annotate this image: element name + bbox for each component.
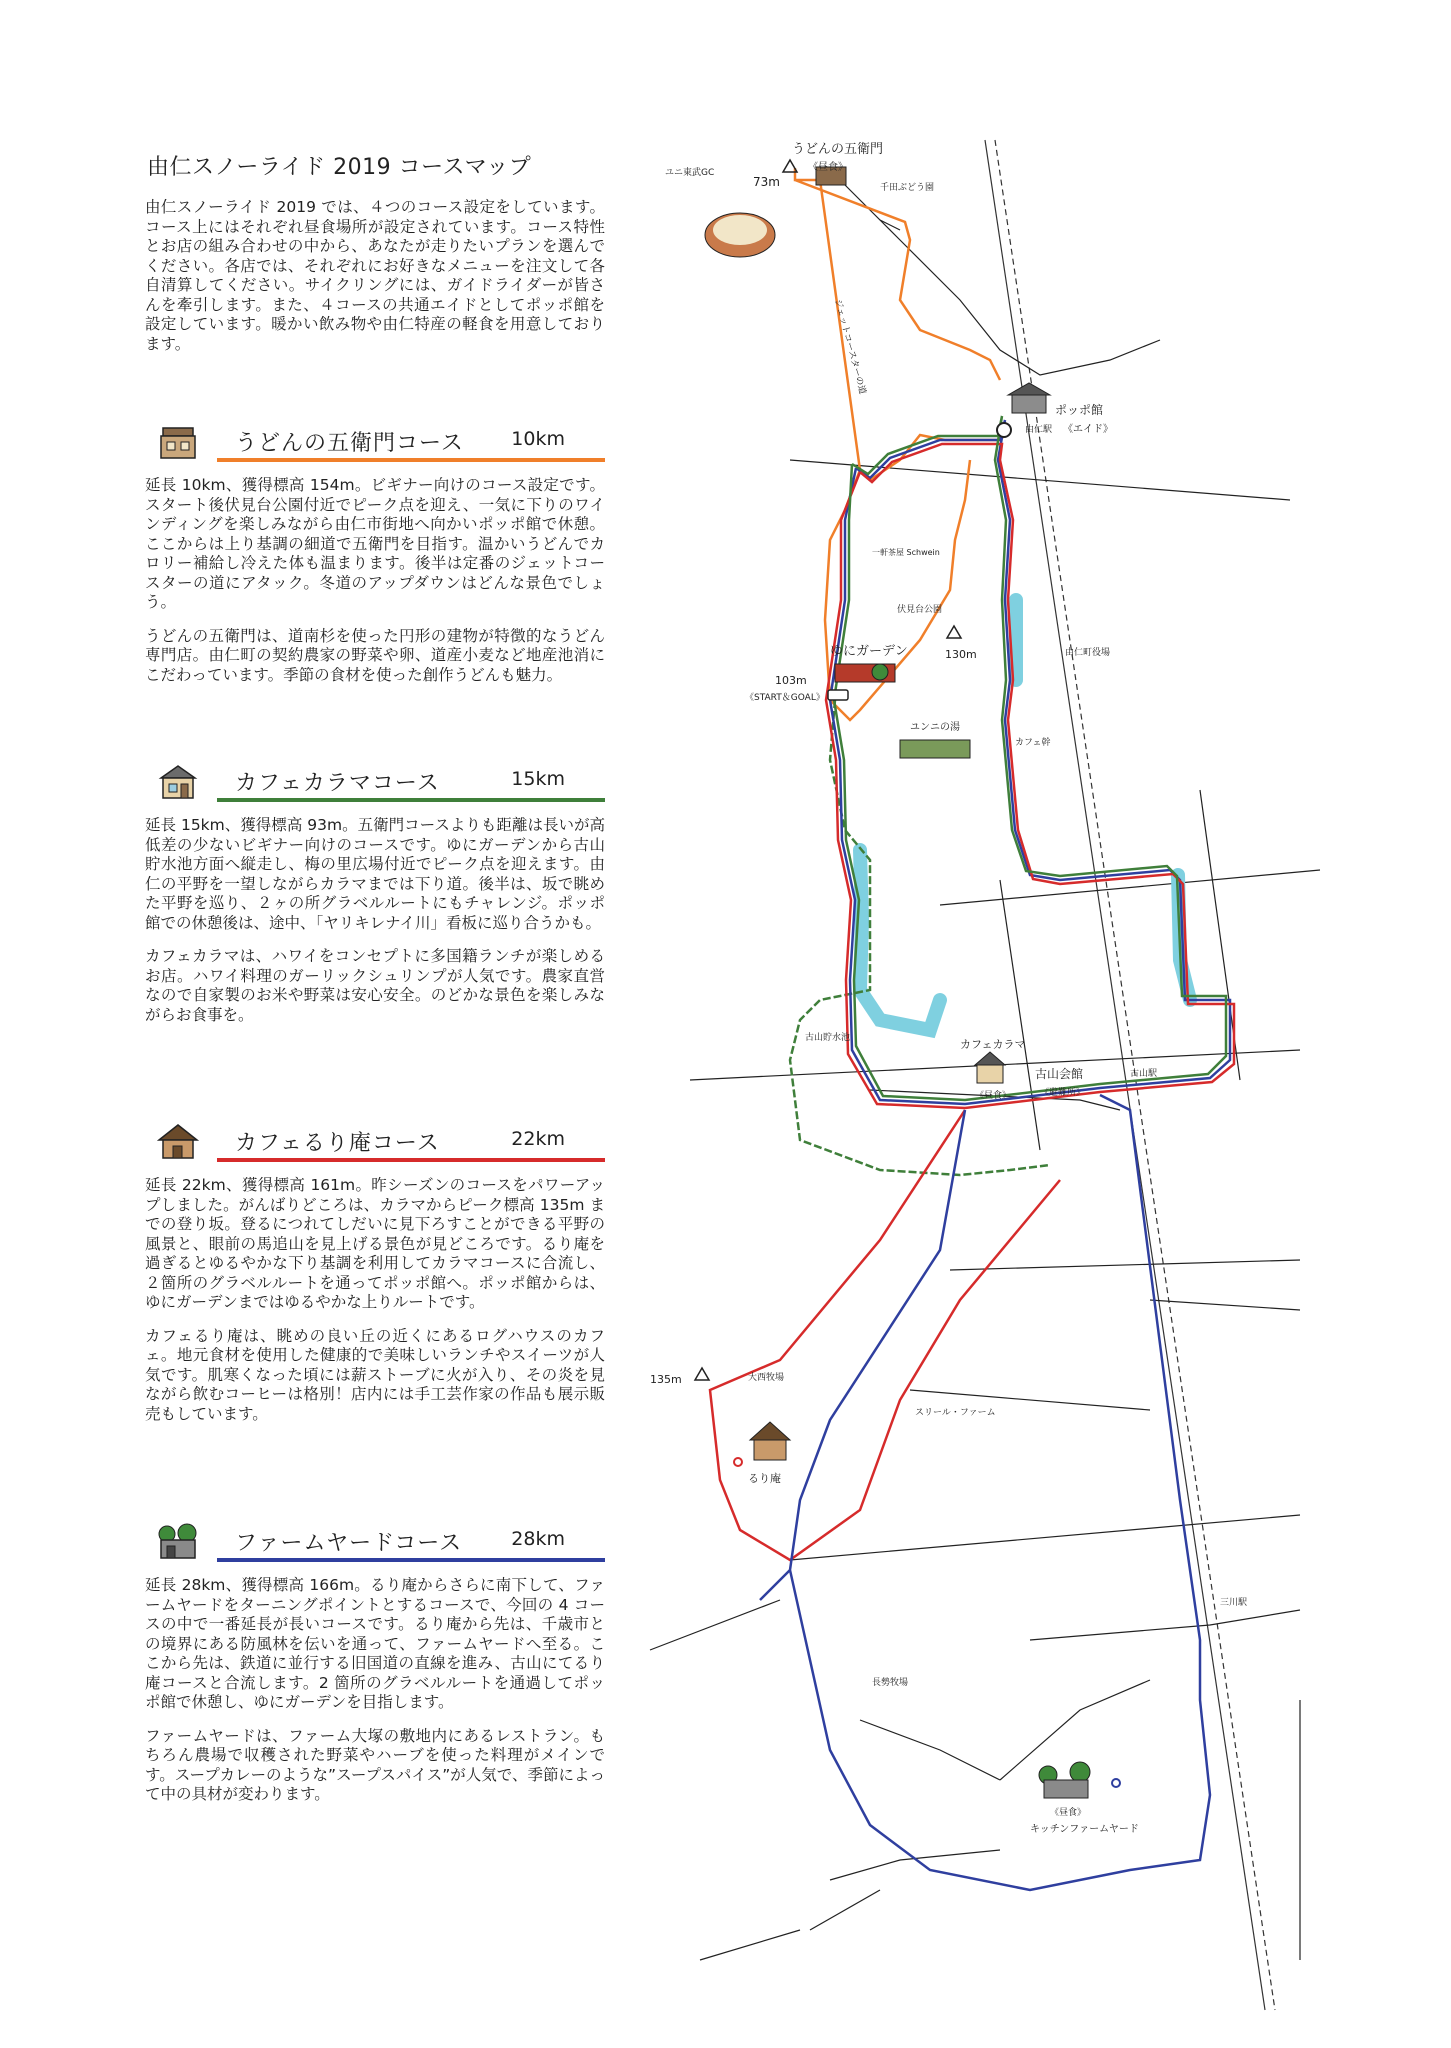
- page-title: 由仁スノーライド 2019 コースマップ: [147, 155, 532, 180]
- course-udon: [145, 420, 605, 685]
- course-rule: [217, 1558, 605, 1562]
- label-farm-lunch: 《昼食》: [1050, 1808, 1087, 1818]
- cafe-rurian-icon: [157, 1122, 199, 1162]
- label-ikken: 一軒茶屋 Schwein: [872, 548, 940, 557]
- shop-desc: ファームヤードは、ファーム大塚の敷地内にあるレストラン。もちろん農場で収穫された野菜やハーブを使った料理がメインです。スープカレーのような”スープスパイス”が人気で、季節によって中の具材が変わります。: [145, 1726, 605, 1803]
- label-yuni-garden: ゆにガーデン: [830, 644, 908, 659]
- label-karama-lunch: 《昼食》: [975, 1091, 1012, 1101]
- course-title: カフェるり庵コース: [235, 1131, 440, 1156]
- label-yunnie: ユンニの湯: [910, 722, 960, 733]
- label-jet: ジェットコースターの道: [832, 298, 868, 396]
- farmyard-marker: [1112, 1779, 1120, 1787]
- intro-text: 由仁スノーライド 2019 では、４つのコース設定をしています。コース上にはそれぞれ昼食場所が設定されています。コース特性とお店の組み合わせの中から、あなたが走りたいプランを選んでください。各店では、それぞれにお好きなメニューを注文して各自清算してください。サイクリングには、ガイドライダーが皆さんを牽引します。また、４コースの共通エイドとしてポッポ館を設定しています。暖かい飲み物や由仁特産の軽食を用意しております。: [145, 198, 605, 353]
- label-farm-kitchen: キッチンファームヤード: [1030, 1824, 1139, 1835]
- label-golf: ユニ東武GC: [665, 168, 715, 178]
- course-distance: 10km: [511, 428, 565, 450]
- rurian-building-icon: [750, 1422, 790, 1460]
- course-desc: 延長 15km、獲得標高 93m。五衛門コースよりも距離は長いが高低差の少ないビギナー向けのコースです。ゆにガーデンから古山貯水池方面へ縦走し、梅の里広場付近でピーク点を迎えます。由仁の平野を一望しながらカラマまでは下り道。後半は、坂で眺めた平野を巡り、２ヶの所グラベルルートにもチャレンジ。ポッポ館での休憩後は、途中、「ヤリキレナイ川」看板に巡り合うかも。: [145, 816, 605, 932]
- railway-line: [985, 140, 1265, 2010]
- course-rurian: [145, 1120, 605, 1424]
- course-desc: 延長 10km、獲得標高 154m。ビギナー向けのコース設定です。スタート後伏見台公園付近でピーク点を迎え、一気に下りのワインディングを楽しみながら由仁市街地へ向かいポッポ館で休憩。ここからは上り基調の細道で五衛門を目指す。温かいうどんでカロリー補給し冷えた体も温まります。後半は定番のジェットコースターの道にアタック。冬道のアップダウンはどんな景色でしょう。: [145, 476, 605, 611]
- course-title: うどんの五衛門コース: [235, 431, 464, 456]
- course-desc: 延長 22km、獲得標高 161m。昨シーズンのコースをパワーアップしました。がんばりどころは、カラマからピーク標高 135m までの登り坂。登るにつれてしだいに見下ろすことができる平野の風景と、眼前の馬追山を見上げる景色が見どころです。るり庵を過ぎるとゆるやかな下り基調を利用してカラマコースに合流し、２箇所のグラベルルートを通ってポッポ館へ。ポッポ館からは、ゆにガーデンまではゆるやかな上りルートです。: [145, 1176, 605, 1311]
- course-distance: 15km: [511, 768, 565, 790]
- label-furuyama-res: 古山貯水池: [805, 1033, 851, 1043]
- label-aid: 《エイド》: [1063, 424, 1113, 435]
- label-udon-lunch: 《昼食》: [808, 162, 848, 173]
- course-rule: [217, 1158, 605, 1162]
- label-udon-shop: うどんの五衛門: [792, 142, 884, 157]
- rurian-marker: [734, 1458, 742, 1466]
- label-elev-73: 73m: [753, 175, 780, 189]
- label-rurian: るり庵: [748, 1472, 781, 1485]
- course-rule: [217, 798, 605, 802]
- peak-130-icon: [947, 626, 961, 638]
- course-desc: 延長 28km、獲得標高 166m。るり庵からさらに南下して、ファームヤードをターニングポイントとするコースで、今回の 4 コースの中で一番延長が長いコースです。るり庵から先は、千歳市との境界にある防風林を伝いを通って、ファームヤードへ至る。ここから先は、鉄道に並行する旧国道の直線を進み、古山にてるり庵コースと合流します。2 箇所のグラベルルートを通過してポッポ館で休憩し、ゆにガーデンを目指します。: [145, 1576, 605, 1711]
- shop-desc: カフェカラマは、ハワイをコンセプトに多国籍ランチが楽しめるお店。ハワイ料理のガーリックシュリンプが人気です。農家直営なので自家製のお米や野菜は安心安全。のどかな景色を楽しみながらお食事を。: [145, 947, 605, 1024]
- course-title: カフェカラマコース: [235, 771, 440, 796]
- label-start-goal: 《START＆GOAL》: [745, 693, 825, 703]
- karama-building-icon: [975, 1052, 1005, 1083]
- intro-block: [145, 198, 605, 354]
- course-karama: [145, 760, 605, 1025]
- label-yuni-office: 由仁町役場: [1065, 648, 1111, 658]
- farmyard-icon: [157, 1522, 199, 1562]
- label-elev-103: 103m: [775, 674, 807, 687]
- poppo-building-icon: [1008, 383, 1050, 413]
- label-three-ru: スリール・ファーム: [915, 1408, 996, 1418]
- shop-desc: カフェるり庵は、眺めの良い丘の近くにあるログハウスのカフェ。地元食材を使用した健康的で美味しいランチやスイーツが人気です。肌寒くなった頃には薪ストーブに火が入り、その炎を見ながら飲むコーヒーは格別！店内には手工芸作家の作品も展示販売もしています。: [145, 1326, 605, 1423]
- course-distance: 22km: [511, 1128, 565, 1150]
- label-onishi: 大西牧場: [748, 1373, 785, 1383]
- label-fushimidai: 伏見台公園: [897, 605, 943, 615]
- course-header: [145, 760, 605, 804]
- yuni-garden-icon: [835, 664, 895, 682]
- course-title: ファームヤードコース: [235, 1531, 463, 1556]
- peak-135-icon: [695, 1368, 709, 1380]
- course-distance: 28km: [511, 1528, 565, 1550]
- label-evac: 《避難所》: [1040, 1088, 1086, 1098]
- cafe-karama-icon: [157, 762, 199, 802]
- course-header: [145, 1520, 605, 1564]
- course-farmyard: [145, 1520, 605, 1805]
- label-elev-130: 130m: [945, 648, 977, 661]
- farm-kitchen-icon: [1039, 1762, 1090, 1798]
- label-nagase: 長勢牧場: [872, 1678, 909, 1688]
- label-mikawa-st: 三川駅: [1220, 1598, 1248, 1608]
- udon-shop-icon: [157, 422, 199, 462]
- label-karama: カフェカラマ: [960, 1038, 1026, 1051]
- shop-desc: うどんの五衛門は、道南杉を使った円形の建物が特徴的なうどん専門店。由仁町の契約農家の野菜や卵、道産小麦など地産池消にこだわっています。季節の食材を使った創作うどんも魅力。: [145, 626, 605, 684]
- label-furuyama-kaikan: 古山会館: [1035, 1067, 1084, 1081]
- label-elev-135: 135m: [650, 1373, 682, 1386]
- start-goal-marker: [828, 690, 848, 700]
- gravel-sections: [860, 600, 1190, 1030]
- course-header: [145, 420, 605, 464]
- course-map: [640, 130, 1330, 2030]
- route-shared: [826, 416, 1234, 1108]
- aid-marker: [997, 423, 1011, 437]
- label-yuni-st: 由仁駅: [1025, 425, 1053, 435]
- label-grape: 千田ぶどう園: [880, 183, 935, 193]
- label-poppo: ポッポ館: [1055, 403, 1104, 417]
- yunnie-building-icon: [900, 740, 970, 758]
- course-header: [145, 1120, 605, 1164]
- label-furuyama-st: 古山駅: [1130, 1069, 1158, 1079]
- course-rule: [217, 458, 605, 462]
- route-farmyard: [760, 1095, 1210, 1890]
- label-cafe-miki: カフェ幹: [1015, 738, 1051, 748]
